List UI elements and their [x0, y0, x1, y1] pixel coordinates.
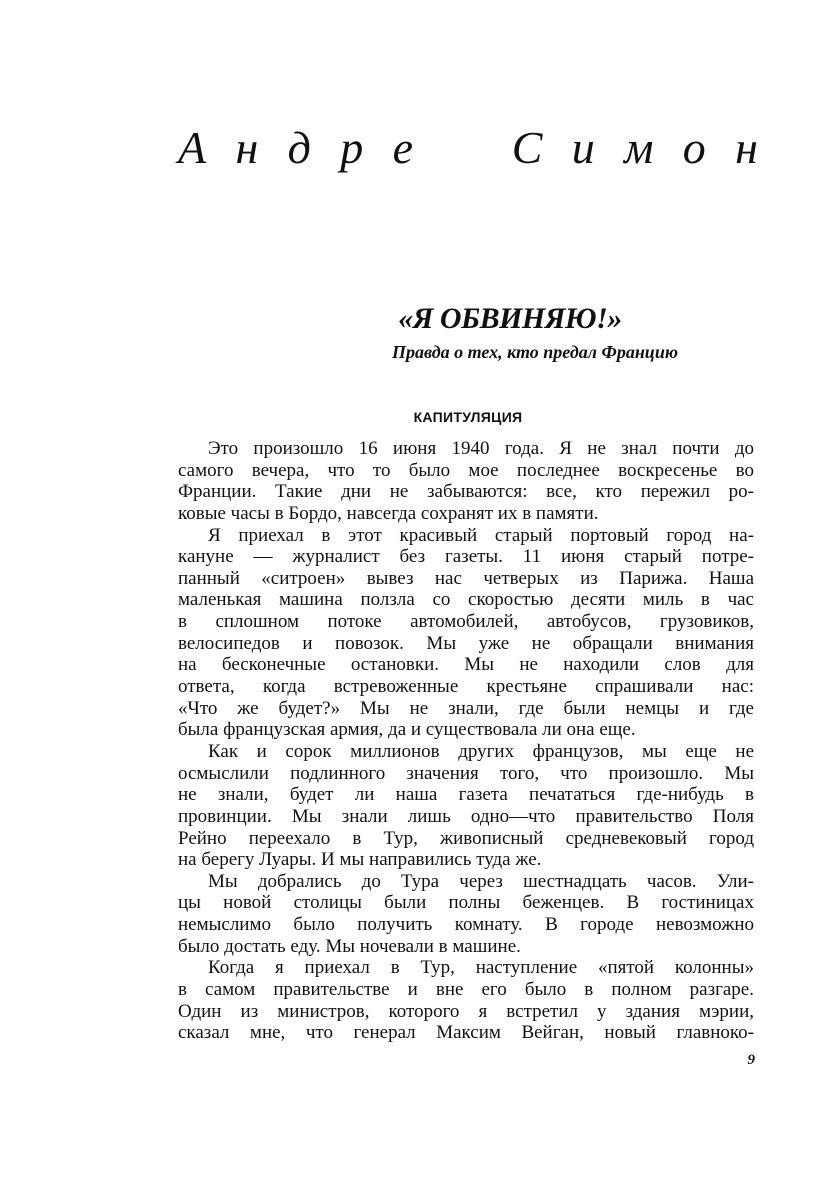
author-name [178, 118, 758, 178]
text-line: была французская армия, да и существовала ли она еще. [178, 719, 636, 741]
text-line: Когда я приехал в Тур, наступление «пятой колонны» [208, 957, 754, 979]
body-text [178, 438, 754, 1044]
text-line: не знали, будет ли наша газета печататься где-нибудь в [178, 784, 754, 806]
text-line: Франции. Такие дни не забываются: все, кто пережил ро- [178, 481, 754, 503]
text-line: панный «ситроен» вывез нас четверых из Парижа. Наша [178, 567, 754, 589]
text-line: Один из министров, которого я встретил у здания мэрии, [178, 1000, 754, 1022]
author-letter: р [340, 122, 364, 173]
text-line: самого вечера, что то было мое последнее воскресенье во [178, 459, 754, 481]
author-letter: н [735, 122, 758, 173]
text-line: провинции. Мы знали лишь одно—что правительство Поля [178, 805, 754, 827]
author-letter: и [571, 122, 595, 173]
author-letter: н [235, 122, 259, 173]
text-line: сказал мне, что генерал Максим Вейган, новый главноко- [178, 1022, 754, 1044]
text-line: немыслимо было получить комнату. В городе невозможно [178, 914, 754, 936]
author-letter: А [178, 122, 207, 173]
author-letter: о [682, 122, 706, 173]
author-letter: е [392, 122, 414, 173]
text-line: ответа, когда встревоженные крестьяне спрашивали нас: [178, 676, 754, 698]
text-line: осмыслили подлинного значения того, что произошло. Мы [178, 762, 754, 784]
author-letter: С [511, 122, 543, 173]
text-line: ковые часы в Бордо, навсегда сохранят их в памяти. [178, 502, 599, 524]
text-line: на берегу Луары. И мы направились туда же. [178, 849, 542, 871]
text-line: Как и сорок миллионов других французов, мы еще не [208, 740, 754, 762]
text-line: велосипедов и повозок. Мы уже не обращали внимания [178, 632, 754, 654]
page-number: 9 [747, 1052, 755, 1068]
text-line: в сплошном потоке автомобилей, автобусов, грузовиков, [178, 611, 754, 633]
text-line: было достать еду. Мы ночевали в машине. [178, 935, 521, 957]
text-line: Рейно переехало в Тур, живописный средневековый город [178, 827, 754, 849]
author-letter: д [287, 122, 311, 173]
text-line: «Что же будет?» Мы не знали, где были немцы и где [178, 697, 754, 719]
text-line: кануне — журналист без газеты. 11 июня старый потре- [178, 546, 754, 568]
chapter-title: КАПИТУЛЯЦИЯ [413, 409, 523, 425]
text-line: маленькая машина ползла со скоростью десяти миль в час [178, 589, 754, 611]
text-line: Я приехал в этот красивый старый портовый город на- [208, 524, 754, 546]
text-line: цы новой столицы были полны беженцев. В гостиницах [178, 892, 754, 914]
text-line: Это произошло 16 июня 1940 года. Я не знал почти до [208, 438, 754, 459]
book-title: «Я ОБВИНЯЮ!» [398, 302, 622, 335]
author-letter: м [624, 122, 654, 173]
text-line: на бесконечные остановки. Мы не находили слов для [178, 654, 754, 676]
text-line: Мы добрались до Тура через шестнадцать часов. Ули- [208, 870, 754, 892]
book-subtitle: Правда о тех, кто предал Францию [392, 342, 678, 362]
text-line: в самом правительстве и вне его было в полном разгаре. [178, 979, 754, 1001]
